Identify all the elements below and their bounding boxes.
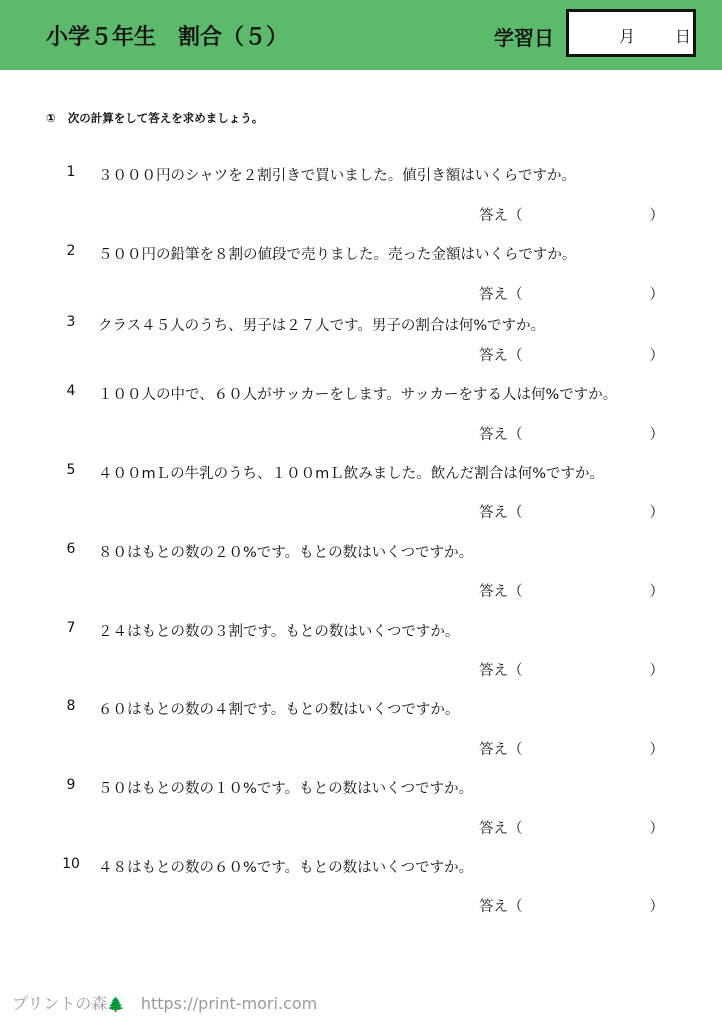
instruction-number: ① <box>46 111 56 125</box>
question-text: ４００mＬの牛乳のうち、１００mＬ飲みました。飲んだ割合は何%ですか。 <box>98 466 605 482</box>
answer-label: 答え（ <box>479 287 523 303</box>
answer-label: 答え（ <box>479 663 523 679</box>
footer <box>12 991 317 1014</box>
footer-brand: プリントの森 <box>12 994 108 1013</box>
question-number: 6 <box>66 541 76 557</box>
answer-label: 答え（ <box>479 584 523 600</box>
question-number: 2 <box>66 243 76 259</box>
answer-label: 答え（ <box>479 505 523 521</box>
tree-icon: 🌲 <box>107 997 125 1013</box>
question-text: ５０はもとの数の１０%です。もとの数はいくつですか。 <box>98 781 474 797</box>
question-number: 5 <box>66 462 76 478</box>
answer-label: 答え（ <box>479 899 523 915</box>
question-number: 4 <box>66 383 76 399</box>
answer-close-paren: ） <box>649 208 664 224</box>
answer-label: 答え（ <box>479 208 523 224</box>
instruction-text: 次の計算をして答えを求めましょう。 <box>67 111 264 125</box>
question-number: 7 <box>66 620 76 636</box>
date-label: 学習日 <box>494 26 554 50</box>
answer-close-paren: ） <box>649 348 664 364</box>
header-bar <box>0 0 722 70</box>
answer-close-paren: ） <box>649 427 664 443</box>
question-number: 8 <box>66 698 76 714</box>
question-text: ５００円の鉛筆を８割の値段で売りました。売った金額はいくらですか。 <box>98 247 577 263</box>
question-text: １００人の中で、６０人がサッカーをします。サッカーをする人は何%ですか。 <box>98 387 618 403</box>
question-number: 9 <box>66 777 76 793</box>
page-title: 小学５年生 割合（５） <box>46 25 289 50</box>
answer-close-paren: ） <box>649 584 664 600</box>
question-text: ６０はもとの数の４割です。もとの数はいくつですか。 <box>98 702 460 718</box>
instruction <box>46 110 263 126</box>
date-day-label: 日 <box>675 27 692 46</box>
question-number: 10 <box>62 856 80 872</box>
question-text: ４８はもとの数の６０%です。もとの数はいくつですか。 <box>98 860 474 876</box>
answer-close-paren: ） <box>649 505 664 521</box>
question-text: ３０００円のシャツを２割引きで買いました。値引き額はいくらですか。 <box>98 168 577 184</box>
answer-label: 答え（ <box>479 427 523 443</box>
date-box[interactable] <box>566 9 696 57</box>
answer-close-paren: ） <box>649 899 664 915</box>
answer-close-paren: ） <box>649 742 664 758</box>
answer-label: 答え（ <box>479 742 523 758</box>
question-number: 3 <box>66 314 76 330</box>
answer-close-paren: ） <box>649 287 664 303</box>
answer-label: 答え（ <box>479 821 523 837</box>
question-text: クラス４５人のうち、男子は２７人です。男子の割合は何%ですか。 <box>98 318 546 334</box>
answer-label: 答え（ <box>479 348 523 364</box>
answer-close-paren: ） <box>649 821 664 837</box>
question-text: ２４はもとの数の３割です。もとの数はいくつですか。 <box>98 624 460 640</box>
question-number: 1 <box>66 164 76 180</box>
answer-close-paren: ） <box>649 663 664 679</box>
footer-url[interactable]: https://print-mori.com <box>140 994 318 1013</box>
date-month-label: 月 <box>619 27 636 46</box>
question-text: ８０はもとの数の２０%です。もとの数はいくつですか。 <box>98 545 474 561</box>
